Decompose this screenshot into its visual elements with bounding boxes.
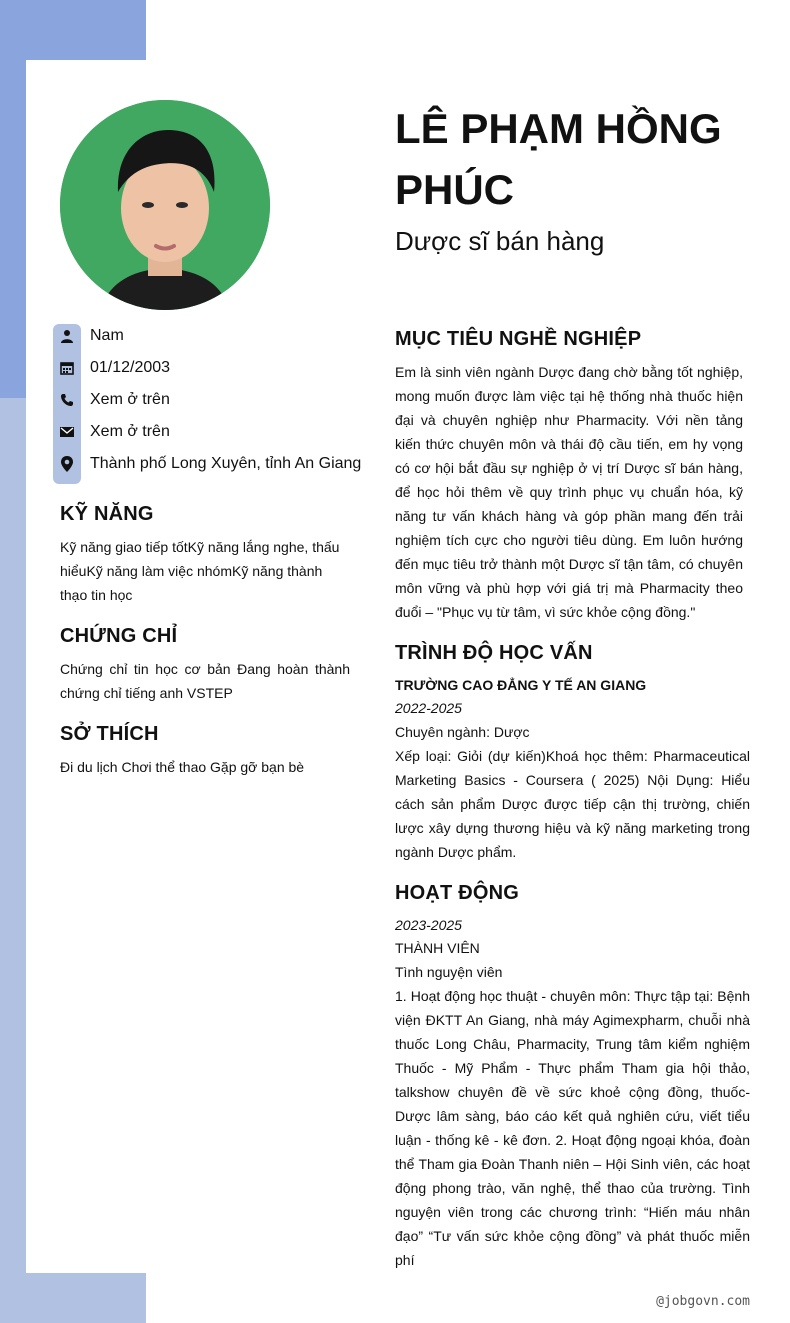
contact-address <box>53 448 383 480</box>
email-icon <box>53 426 81 438</box>
contact-birthdate <box>53 352 383 384</box>
gender-value: Nam <box>90 327 124 344</box>
objective-text: Em là sinh viên ngành Dược đang chờ bằng tốt nghiệp, mong muốn được làm việc tại hệ thống nhà thuốc hiện đại và chuyên nghiệp như Pharmacity. Với nền tảng kiến thức chuyên môn và thái độ cầu tiến, em hy vọng có cơ hội bắt đầu sự nghiệp ở vị trí Dược sĩ bán hàng, để học hỏi thêm về quy trình phục vụ chuẩn hóa, kỹ năng tư vấn khách hàng và góp phần mang đến trải nghiệm tích cực cho người tiêu dùng. Em luôn hướng đến mục tiêu trở thành một Dược sĩ tận tâm, có chuyên môn vững và phù hợp với giá trị mà Pharmacity theo đuổi – "Phục vụ từ tâm, vì sức khỏe cộng đồng." <box>395 364 743 620</box>
skills-heading: KỸ NĂNG <box>60 503 154 525</box>
activities-role: THÀNH VIÊN <box>395 940 480 956</box>
decorative-band-bottom <box>0 1273 146 1323</box>
birthdate-value: 01/12/2003 <box>90 359 171 376</box>
candidate-name: LÊ PHẠM HỒNG PHÚC <box>395 105 722 213</box>
email-value: Xem ở trên <box>90 423 170 440</box>
watermark-text: @jobgovn.com <box>656 1294 750 1309</box>
objective-heading: MỤC TIÊU NGHỀ NGHIỆP <box>395 328 642 350</box>
avatar <box>60 100 270 310</box>
education-school: TRƯỜNG CAO ĐẲNG Y TẾ AN GIANG <box>395 677 647 693</box>
education-period: 2022-2025 <box>395 700 462 716</box>
skills-text: Kỹ năng giao tiếp tốtKỹ năng lắng nghe, thấu hiểuKỹ năng làm việc nhómKỹ năng thành thạo tin học <box>60 539 340 603</box>
phone-icon <box>53 393 81 407</box>
job-title: Dược sĩ bán hàng <box>395 226 605 256</box>
certificates-heading: CHỨNG CHỈ <box>60 625 178 647</box>
hobbies-text: Đi du lịch Chơi thể thao Gặp gỡ bạn bè <box>60 759 305 775</box>
contact-gender <box>53 320 383 352</box>
activities-heading: HOẠT ĐỘNG <box>395 882 520 904</box>
activities-organization: Tình nguyện viên <box>395 964 503 980</box>
education-major: Chuyên ngành: Dược <box>395 724 530 740</box>
portrait-photo <box>60 100 270 310</box>
contact-phone <box>53 384 383 416</box>
education-heading: TRÌNH ĐỘ HỌC VẤN <box>395 642 593 664</box>
calendar-icon <box>53 361 81 375</box>
activities-period: 2023-2025 <box>395 917 462 933</box>
contact-email <box>53 416 383 448</box>
decorative-band-left <box>0 398 26 1323</box>
phone-value: Xem ở trên <box>90 391 170 408</box>
activities-details: 1. Hoạt động học thuật - chuyên môn: Thực tập tại: Bệnh viện ĐKTT An Giang, nhà máy Agimexpharm, chuỗi nhà thuốc Long Châu, Pharmacity, Trung tâm kiểm nghiệm Thuốc - Mỹ Phẩm - Thực phẩm Tham gia hội thảo, talkshow chuyên đề về sức khoẻ cộng đồng, thuốc- Dược lâm sàng, báo cáo kết quả nghiên cứu, viết tiểu luận - thống kê - kê đơn. 2. Hoạt động ngoại khóa, đoàn thể Tham gia Đoàn Thanh niên – Hội Sinh viên, các hoạt động phong trào, văn nghệ, thể thao của trường. Tình nguyện viên trong các chương trình: “Hiến máu nhân đạo” “Tư vấn sức khỏe cộng đồng” và phát thuốc miễn phí <box>395 988 750 1268</box>
hobbies-heading: SỞ THÍCH <box>60 723 159 745</box>
location-pin-icon <box>53 456 81 472</box>
person-icon <box>53 329 81 343</box>
education-details: Xếp loại: Giỏi (dự kiến)Khoá học thêm: Pharmaceutical Marketing Basics - Coursera ( 2025) Nội Dụng: Hiểu cách sản phẩm Dược được tiếp cận thị trường, chiến lược xây dựng thương hiệu và kỹ năng marketing trong ngành Dược phẩm. <box>395 748 750 860</box>
address-value: Thành phố Long Xuyên, tỉnh An Giang <box>90 455 362 472</box>
certificates-text: Chứng chỉ tin học cơ bản Đang hoàn thành chứng chỉ tiếng anh VSTEP <box>60 661 350 701</box>
